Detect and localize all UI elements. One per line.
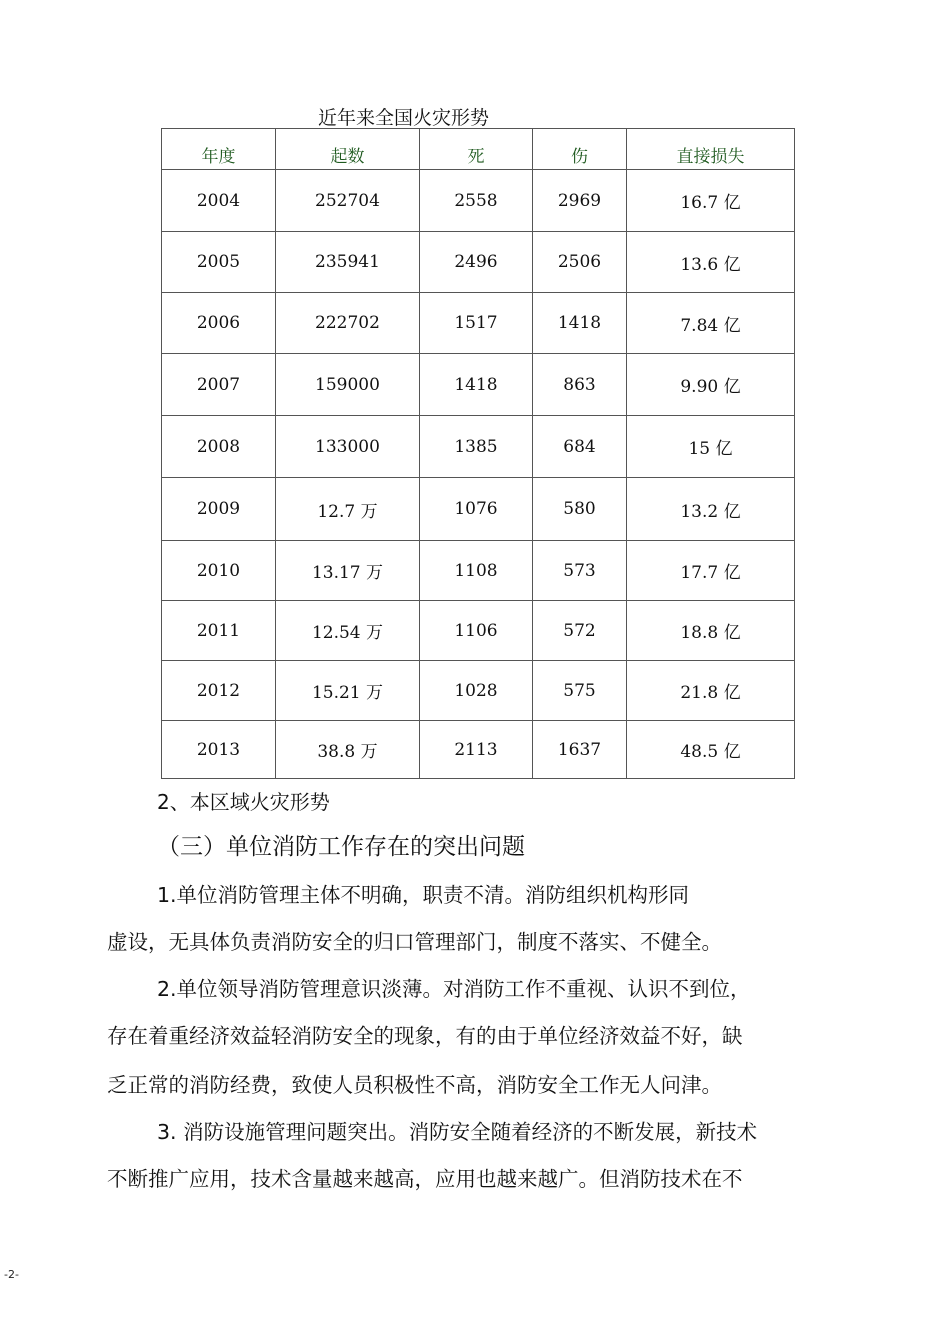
cell-year: 2007 [162, 354, 276, 416]
table-row [162, 721, 795, 779]
cell-deaths: 2113 [420, 721, 533, 779]
cell-year: 2006 [162, 293, 276, 354]
cell-injuries: 573 [533, 541, 627, 601]
table-row [162, 601, 795, 661]
table-row [162, 541, 795, 601]
table-row [162, 232, 795, 293]
cell-direct-loss: 13.6 亿 [627, 232, 795, 293]
cell-injuries: 575 [533, 661, 627, 721]
cell-deaths: 1517 [420, 293, 533, 354]
cell-count: 235941 [276, 232, 420, 293]
cell-deaths: 1106 [420, 601, 533, 661]
header-year: 年度 [162, 129, 276, 170]
cell-count: 12.54 万 [276, 601, 420, 661]
cell-injuries: 863 [533, 354, 627, 416]
cell-injuries: 2969 [533, 170, 627, 232]
cell-injuries: 1418 [533, 293, 627, 354]
cell-direct-loss: 48.5 亿 [627, 721, 795, 779]
cell-direct-loss: 9.90 亿 [627, 354, 795, 416]
cell-deaths: 2496 [420, 232, 533, 293]
cell-year: 2008 [162, 416, 276, 478]
section-3-heading: （三）单位消防工作存在的突出问题 [157, 834, 525, 860]
header-count: 起数 [276, 129, 420, 170]
cell-year: 2012 [162, 661, 276, 721]
cell-count: 159000 [276, 354, 420, 416]
cell-deaths: 1108 [420, 541, 533, 601]
cell-deaths: 1385 [420, 416, 533, 478]
cell-injuries: 580 [533, 478, 627, 541]
table-row [162, 293, 795, 354]
header-deaths: 死 [420, 129, 533, 170]
cell-count: 38.8 万 [276, 721, 420, 779]
table-row [162, 170, 795, 232]
cell-year: 2005 [162, 232, 276, 293]
paragraph-line: 3. 消防设施管理问题突出。消防安全随着经济的不断发展，新技术 [157, 1120, 758, 1144]
cell-injuries: 684 [533, 416, 627, 478]
cell-direct-loss: 15 亿 [627, 416, 795, 478]
paragraph-line: 不断推广应用，技术含量越来越高，应用也越来越广。但消防技术在不 [107, 1167, 743, 1191]
paragraph-line: 乏正常的消防经费，致使人员积极性不高，消防安全工作无人问津。 [107, 1073, 722, 1097]
cell-direct-loss: 16.7 亿 [627, 170, 795, 232]
cell-year: 2009 [162, 478, 276, 541]
cell-injuries: 2506 [533, 232, 627, 293]
cell-year: 2004 [162, 170, 276, 232]
cell-injuries: 572 [533, 601, 627, 661]
cell-year: 2013 [162, 721, 276, 779]
cell-year: 2011 [162, 601, 276, 661]
page-number: -2- [4, 1268, 19, 1281]
table-row [162, 661, 795, 721]
cell-direct-loss: 18.8 亿 [627, 601, 795, 661]
cell-count: 12.7 万 [276, 478, 420, 541]
cell-deaths: 2558 [420, 170, 533, 232]
cell-deaths: 1418 [420, 354, 533, 416]
table-row [162, 478, 795, 541]
cell-deaths: 1076 [420, 478, 533, 541]
table-header-row [162, 129, 795, 170]
cell-count: 222702 [276, 293, 420, 354]
fire-statistics-table [161, 128, 795, 779]
cell-direct-loss: 7.84 亿 [627, 293, 795, 354]
cell-injuries: 1637 [533, 721, 627, 779]
table-row [162, 354, 795, 416]
cell-count: 15.21 万 [276, 661, 420, 721]
cell-direct-loss: 17.7 亿 [627, 541, 795, 601]
cell-count: 252704 [276, 170, 420, 232]
cell-count: 133000 [276, 416, 420, 478]
cell-deaths: 1028 [420, 661, 533, 721]
cell-direct-loss: 21.8 亿 [627, 661, 795, 721]
paragraph-line: 2.单位领导消防管理意识淡薄。对消防工作不重视、认识不到位， [157, 977, 751, 1001]
header-injuries: 伤 [533, 129, 627, 170]
paragraph-line: 虚设，无具体负责消防安全的归口管理部门，制度不落实、不健全。 [107, 930, 722, 954]
paragraph-line: 1.单位消防管理主体不明确，职责不清。消防组织机构形同 [157, 883, 690, 907]
cell-year: 2010 [162, 541, 276, 601]
cell-count: 13.17 万 [276, 541, 420, 601]
header-direct-loss: 直接损失 [627, 129, 795, 170]
table-row [162, 416, 795, 478]
paragraph-line: 存在着重经济效益轻消防安全的现象，有的由于单位经济效益不好，缺 [107, 1024, 743, 1048]
cell-direct-loss: 13.2 亿 [627, 478, 795, 541]
section-2-heading: 2、本区域火灾形势 [157, 790, 330, 814]
table-title: 近年来全国火灾形势 [318, 107, 490, 129]
